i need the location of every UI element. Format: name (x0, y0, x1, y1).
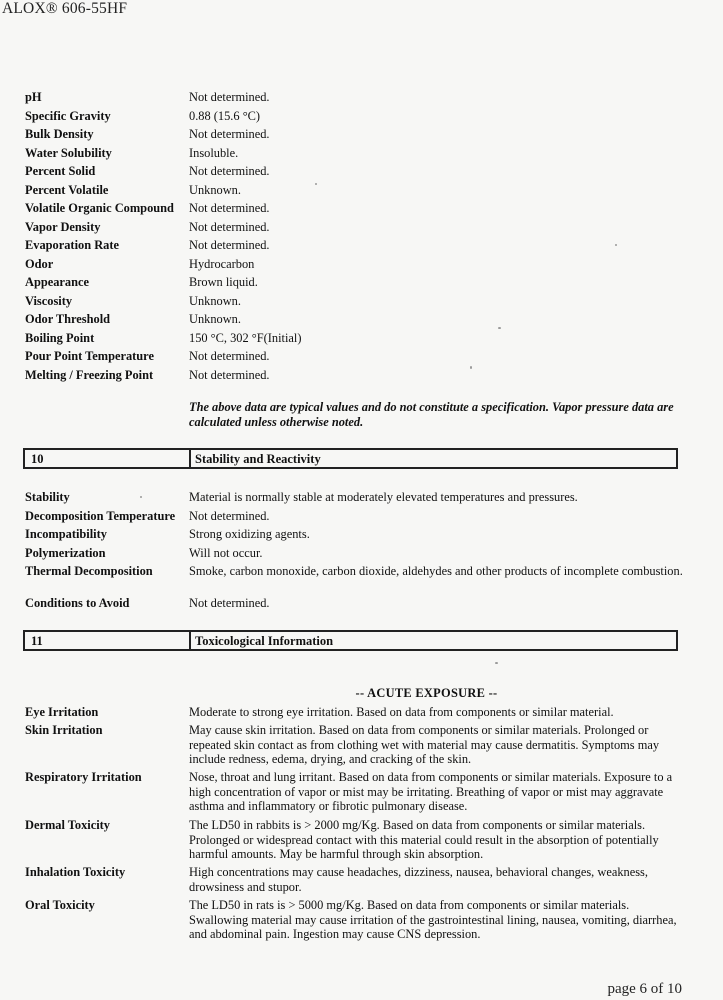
property-label: Pour Point Temperature (25, 349, 154, 363)
typical-values-note: The above data are typical values and do not constitute a specification. Vapor pressure data are calculated unless otherwise noted. (189, 400, 674, 429)
property-label: Percent Solid (25, 164, 96, 178)
property-label: Volatile Organic Compound (25, 201, 174, 215)
property-value: Not determined. (189, 127, 270, 141)
property-value: Unknown. (189, 293, 241, 308)
property-label: Viscosity (25, 293, 73, 308)
property-label: Polymerization (25, 545, 106, 560)
section-number: 11 (31, 634, 43, 648)
property-value: Not determined. (189, 349, 270, 363)
property-label: Melting / Freezing Point (25, 367, 154, 382)
property-label: Thermal Decomposition (25, 564, 153, 578)
property-value: Hydrocarbon (189, 256, 255, 271)
property-value: 150 °C, 302 °F(Initial) (189, 330, 302, 345)
scan-speck (315, 183, 317, 185)
scan-speck (615, 244, 617, 246)
section-number: 10 (31, 452, 44, 466)
property-label: Water Solubility (25, 145, 112, 160)
property-label: Bulk Density (25, 127, 94, 141)
property-label: Boiling Point (25, 330, 95, 345)
property-value: Insoluble. (189, 145, 239, 160)
property-label: Skin Irritation (25, 723, 103, 737)
property-label: Oral Toxicity (25, 898, 95, 912)
scan-speck (495, 662, 498, 664)
property-value: The LD50 in rabbits is > 2000 mg/Kg. Based on data from components or similar materials. Prolonged or widespread contact with this material could result in the absorption of potentially harmful amounts. May be harmful through skin absorption. (189, 818, 659, 862)
property-value: Not determined. (189, 367, 270, 382)
property-label: Respiratory Irritation (25, 770, 142, 784)
property-value: Unknown. (189, 312, 241, 326)
property-label: Odor (25, 256, 54, 271)
property-value: Nose, throat and lung irritant. Based on data from components or similar materials. Exposure to a high concentration of vapor or mist may be irritating. Breathing of vapor or mist may aggravate asthma and inflammatory or fibrotic pulmonary disease. (189, 770, 673, 814)
section-title: Stability and Reactivity (195, 452, 321, 466)
header-divider (189, 450, 191, 467)
property-value: Not determined. (189, 238, 270, 252)
property-value: 0.88 (15.6 °C) (189, 108, 261, 123)
property-label: pH (25, 90, 42, 104)
scan-speck (470, 366, 472, 369)
property-value: High concentrations may cause headaches, dizziness, nausea, behavioral changes, weakness, drowsiness and stupor. (189, 865, 648, 894)
property-value: Smoke, carbon monoxide, carbon dioxide, aldehydes and other products of incomplete combustion. (189, 564, 683, 578)
property-value: Moderate to strong eye irritation. Based on data from components or similar material. (189, 705, 614, 719)
acute-exposure-label: -- ACUTE EXPOSURE -- (355, 686, 498, 700)
property-label: Vapor Density (25, 219, 101, 234)
property-value: Not determined. (189, 164, 270, 178)
property-value: Will not occur. (189, 545, 263, 560)
document-title: ALOX® 606-55HF (2, 0, 128, 17)
section-header-stability (23, 448, 678, 469)
header-divider (189, 632, 191, 649)
property-label: Incompatibility (25, 527, 107, 541)
property-value: Strong oxidizing agents. (189, 527, 310, 541)
scan-speck (140, 496, 142, 498)
property-label: Percent Volatile (25, 182, 109, 197)
property-label: Dermal Toxicity (25, 818, 111, 832)
property-value: May cause skin irritation. Based on data from components or similar materials. Prolonged or repeated skin contact as from clothing wet with material may cause dermatitis. Symptoms may include redness, edema, drying, and cracking of the skin. (189, 723, 660, 767)
property-value: Not determined. (189, 219, 270, 234)
page-number: page 6 of 10 (607, 981, 682, 997)
property-label: Evaporation Rate (25, 238, 119, 252)
property-label: Stability (25, 490, 70, 504)
property-value: Material is normally stable at moderately elevated temperatures and pressures. (189, 490, 578, 504)
property-label: Eye Irritation (25, 705, 99, 719)
property-value: Brown liquid. (189, 275, 258, 289)
property-value: Not determined. (189, 508, 270, 523)
property-value: Not determined. (189, 90, 270, 104)
property-value: Not determined. (189, 201, 270, 215)
property-value: The LD50 in rats is > 5000 mg/Kg. Based on data from components or similar materials. Swallowing material may cause irritation of the gastrointestinal lining, nausea, vomiting, diarrhea, and abdominal pain. Ingestion may cause CNS depression. (189, 898, 677, 942)
section-title: Toxicological Information (195, 634, 334, 648)
property-label: Specific Gravity (25, 108, 111, 123)
property-label: Conditions to Avoid (25, 596, 130, 610)
property-label: Decomposition Temperature (25, 508, 176, 523)
property-value: Unknown. (189, 182, 241, 197)
property-value: Not determined. (189, 596, 270, 610)
section-header-toxicology (23, 630, 678, 651)
property-label: Odor Threshold (25, 312, 111, 326)
property-label: Appearance (25, 275, 90, 289)
scan-speck (498, 327, 501, 329)
property-label: Inhalation Toxicity (25, 865, 126, 879)
acute-exposure-heading (0, 686, 723, 701)
